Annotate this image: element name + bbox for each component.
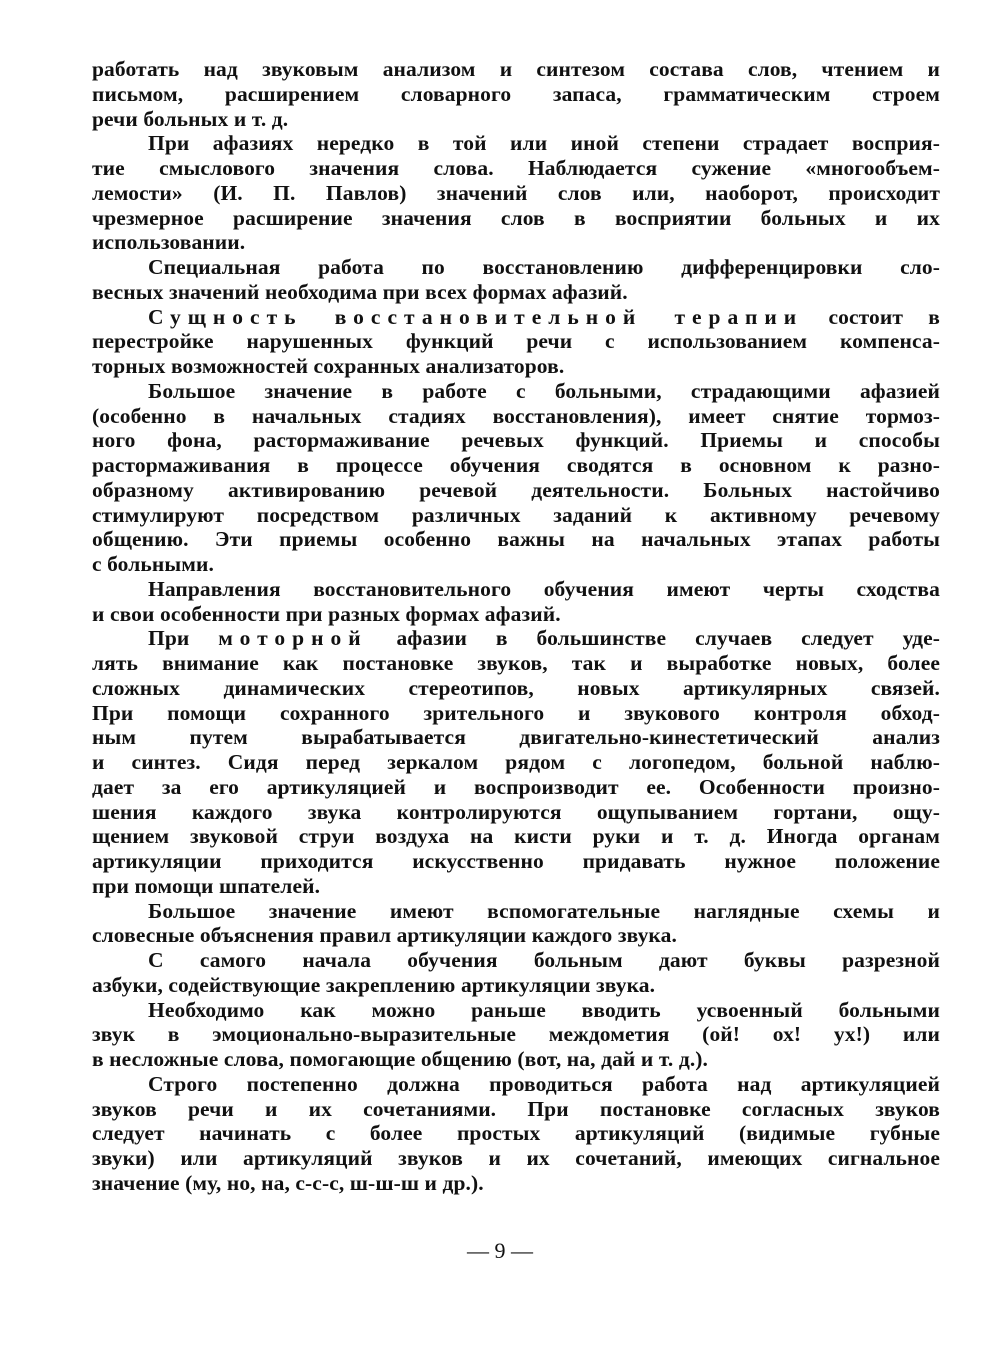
text-line xyxy=(92,1022,940,1047)
text-line xyxy=(92,824,940,849)
text-line xyxy=(92,82,940,107)
text-line xyxy=(92,948,940,973)
text-segment: торных возможностей сохранных анализаторов. xyxy=(92,354,565,378)
text-line xyxy=(92,107,940,132)
text-line xyxy=(92,156,940,181)
text-line xyxy=(92,1072,940,1097)
text-line xyxy=(92,1171,940,1196)
text-line xyxy=(92,329,940,354)
text-segment: щением звуковой струи воздуха на кисти руки и т. д. Иногда органам xyxy=(92,824,940,849)
text-segment: Большое значение имеют вспомогательные наглядные схемы и xyxy=(148,898,940,923)
text-line xyxy=(92,428,940,453)
text-segment: использовании. xyxy=(92,230,246,255)
text-line xyxy=(92,676,940,701)
text-line xyxy=(92,725,940,750)
text-line xyxy=(92,800,940,825)
text-segment: и свои особенности при разных формах афазий. xyxy=(92,601,561,626)
paragraph xyxy=(92,57,940,131)
text-line xyxy=(92,973,940,998)
text-segment: При афазиях нередко в той или иной степени страдает восприя- xyxy=(148,131,940,156)
text-line xyxy=(92,1146,940,1171)
paragraph xyxy=(92,899,940,949)
text-line xyxy=(92,1097,940,1122)
text-segment: ного фона, растормаживание речевых функций. Приемы и способы xyxy=(92,428,940,453)
text-segment: в несложные слова, помогающие общению (вот, на, дай и т. д.). xyxy=(92,1047,709,1071)
text-segment: образному активированию речевой деятельности. Больных настойчиво xyxy=(92,477,940,502)
text-segment: речи больных и т. д. xyxy=(92,106,289,131)
text-segment: звуков речи и их сочетаниями. При постановке согласных звуков xyxy=(92,1096,940,1121)
text-segment: При помощи сохранного зрительного и звукового контроля обход- xyxy=(92,700,940,725)
paragraph xyxy=(92,379,940,577)
text-line xyxy=(92,379,940,404)
text-segment: ным путем вырабатывается двигательно-кинестетический анализ xyxy=(92,725,940,750)
text-segment: звуки) или артикуляций звуков и их сочетаний, имеющих сигнальное xyxy=(92,1146,940,1170)
text-segment: звук в эмоционально-выразительные междометия (ой! ох! ух!) или xyxy=(92,1022,940,1047)
page-number: — 9 — xyxy=(467,1238,533,1263)
text-segment: и синтез. Сидя перед зеркалом рядом с логопедом, больной наблю- xyxy=(92,750,940,774)
text-line xyxy=(92,849,940,874)
text-segment: афазии в большинстве случаев следует уде- xyxy=(367,626,940,651)
text-line xyxy=(92,1047,940,1072)
text-line xyxy=(92,874,940,899)
spaced-emphasis-text: моторной xyxy=(218,626,368,651)
text-segment: перестройке нарушенных функций речи с использованием компенса- xyxy=(92,329,940,354)
text-segment: (особенно в начальных стадиях восстановления), имеет снятие тормоз- xyxy=(92,403,940,428)
text-line xyxy=(92,1121,940,1146)
text-line xyxy=(92,131,940,156)
text-line xyxy=(92,775,940,800)
text-segment: артикуляции приходится искусственно придавать нужное положение xyxy=(92,849,940,873)
paragraph xyxy=(92,577,940,627)
text-segment: работать над звуковым анализом и синтезом состава слов, чтением и xyxy=(92,57,940,81)
spaced-emphasis-text: Сущность восстановительной терапии xyxy=(148,304,804,329)
text-segment: растормаживания в процессе обучения сводятся в основном к разно- xyxy=(92,453,940,477)
text-line xyxy=(92,280,940,305)
text-line xyxy=(92,552,940,577)
text-segment: общению. Эти приемы особенно важны на начальных этапах работы xyxy=(92,527,940,552)
text-line xyxy=(92,577,940,602)
text-line xyxy=(92,503,940,528)
text-line xyxy=(92,404,940,429)
text-line xyxy=(92,478,940,503)
text-segment: лемости» (И. П. Павлов) значений слов или, наоборот, происходит xyxy=(92,180,940,205)
paragraph xyxy=(92,1072,940,1196)
text-line xyxy=(92,57,940,82)
text-segment: С самого начала обучения больным дают буквы разрезной xyxy=(148,948,940,972)
text-segment: Большое значение в работе с больными, страдающими афазией xyxy=(148,378,940,403)
text-segment: при помощи шпателей. xyxy=(92,873,321,898)
text-segment: дает за его артикуляцией и воспроизводит ее. Особенности произно- xyxy=(92,774,940,799)
text-line xyxy=(92,230,940,255)
paragraph xyxy=(92,255,940,305)
text-line xyxy=(92,750,940,775)
text-segment: сложных динамических стереотипов, новых артикулярных связей. xyxy=(92,675,940,700)
text-line xyxy=(92,354,940,379)
text-segment: Необходимо как можно раньше вводить усвоенный больными xyxy=(148,997,940,1022)
paragraph xyxy=(92,626,940,898)
paragraph xyxy=(92,131,940,255)
text-line xyxy=(92,998,940,1023)
page-body-text xyxy=(92,57,940,1196)
text-segment: Направления восстановительного обучения имеют черты сходства xyxy=(148,576,940,601)
text-segment: тие смыслового значения слова. Наблюдается сужение «многообъем- xyxy=(92,156,940,180)
text-segment: Строго постепенно должна проводиться работа над артикуляцией xyxy=(148,1071,940,1096)
text-segment: словесные объяснения правил артикуляции каждого звука. xyxy=(92,923,677,948)
text-segment: Специальная работа по восстановлению дифференцировки сло- xyxy=(148,255,940,279)
text-line xyxy=(92,453,940,478)
paragraph xyxy=(92,948,940,998)
text-segment: значение (му, но, на, с-с-с, ш-ш-ш и др.). xyxy=(92,1170,484,1195)
text-line xyxy=(92,899,940,924)
text-line xyxy=(92,206,940,231)
text-line xyxy=(92,305,940,330)
text-line xyxy=(92,602,940,627)
text-segment: состоит в xyxy=(803,304,940,329)
text-segment: с больными. xyxy=(92,552,214,576)
text-segment: шения каждого звука контролируются ощупыванием гортани, ощу- xyxy=(92,799,940,824)
paragraph xyxy=(92,998,940,1072)
text-segment: письмом, расширением словарного запаса, грамматическим строем xyxy=(92,81,940,106)
text-line xyxy=(92,527,940,552)
text-segment: азбуки, содействующие закреплению артикуляции звука. xyxy=(92,972,656,997)
text-line xyxy=(92,923,940,948)
text-line xyxy=(92,255,940,280)
text-segment: стимулируют посредством различных заданий к активному речевому xyxy=(92,502,940,527)
text-segment: чрезмерное расширение значения слов в восприятии больных и их xyxy=(92,205,940,230)
text-line xyxy=(92,701,940,726)
text-line xyxy=(92,181,940,206)
text-segment: лять внимание как постановке звуков, так и выработке новых, более xyxy=(92,651,940,675)
text-line xyxy=(92,651,940,676)
text-segment: При xyxy=(148,626,219,651)
text-segment: следует начинать с более простых артикуляций (видимые губные xyxy=(92,1121,940,1146)
text-segment: весных значений необходима при всех формах афазий. xyxy=(92,279,628,304)
text-line xyxy=(92,626,940,651)
paragraph xyxy=(92,305,940,379)
